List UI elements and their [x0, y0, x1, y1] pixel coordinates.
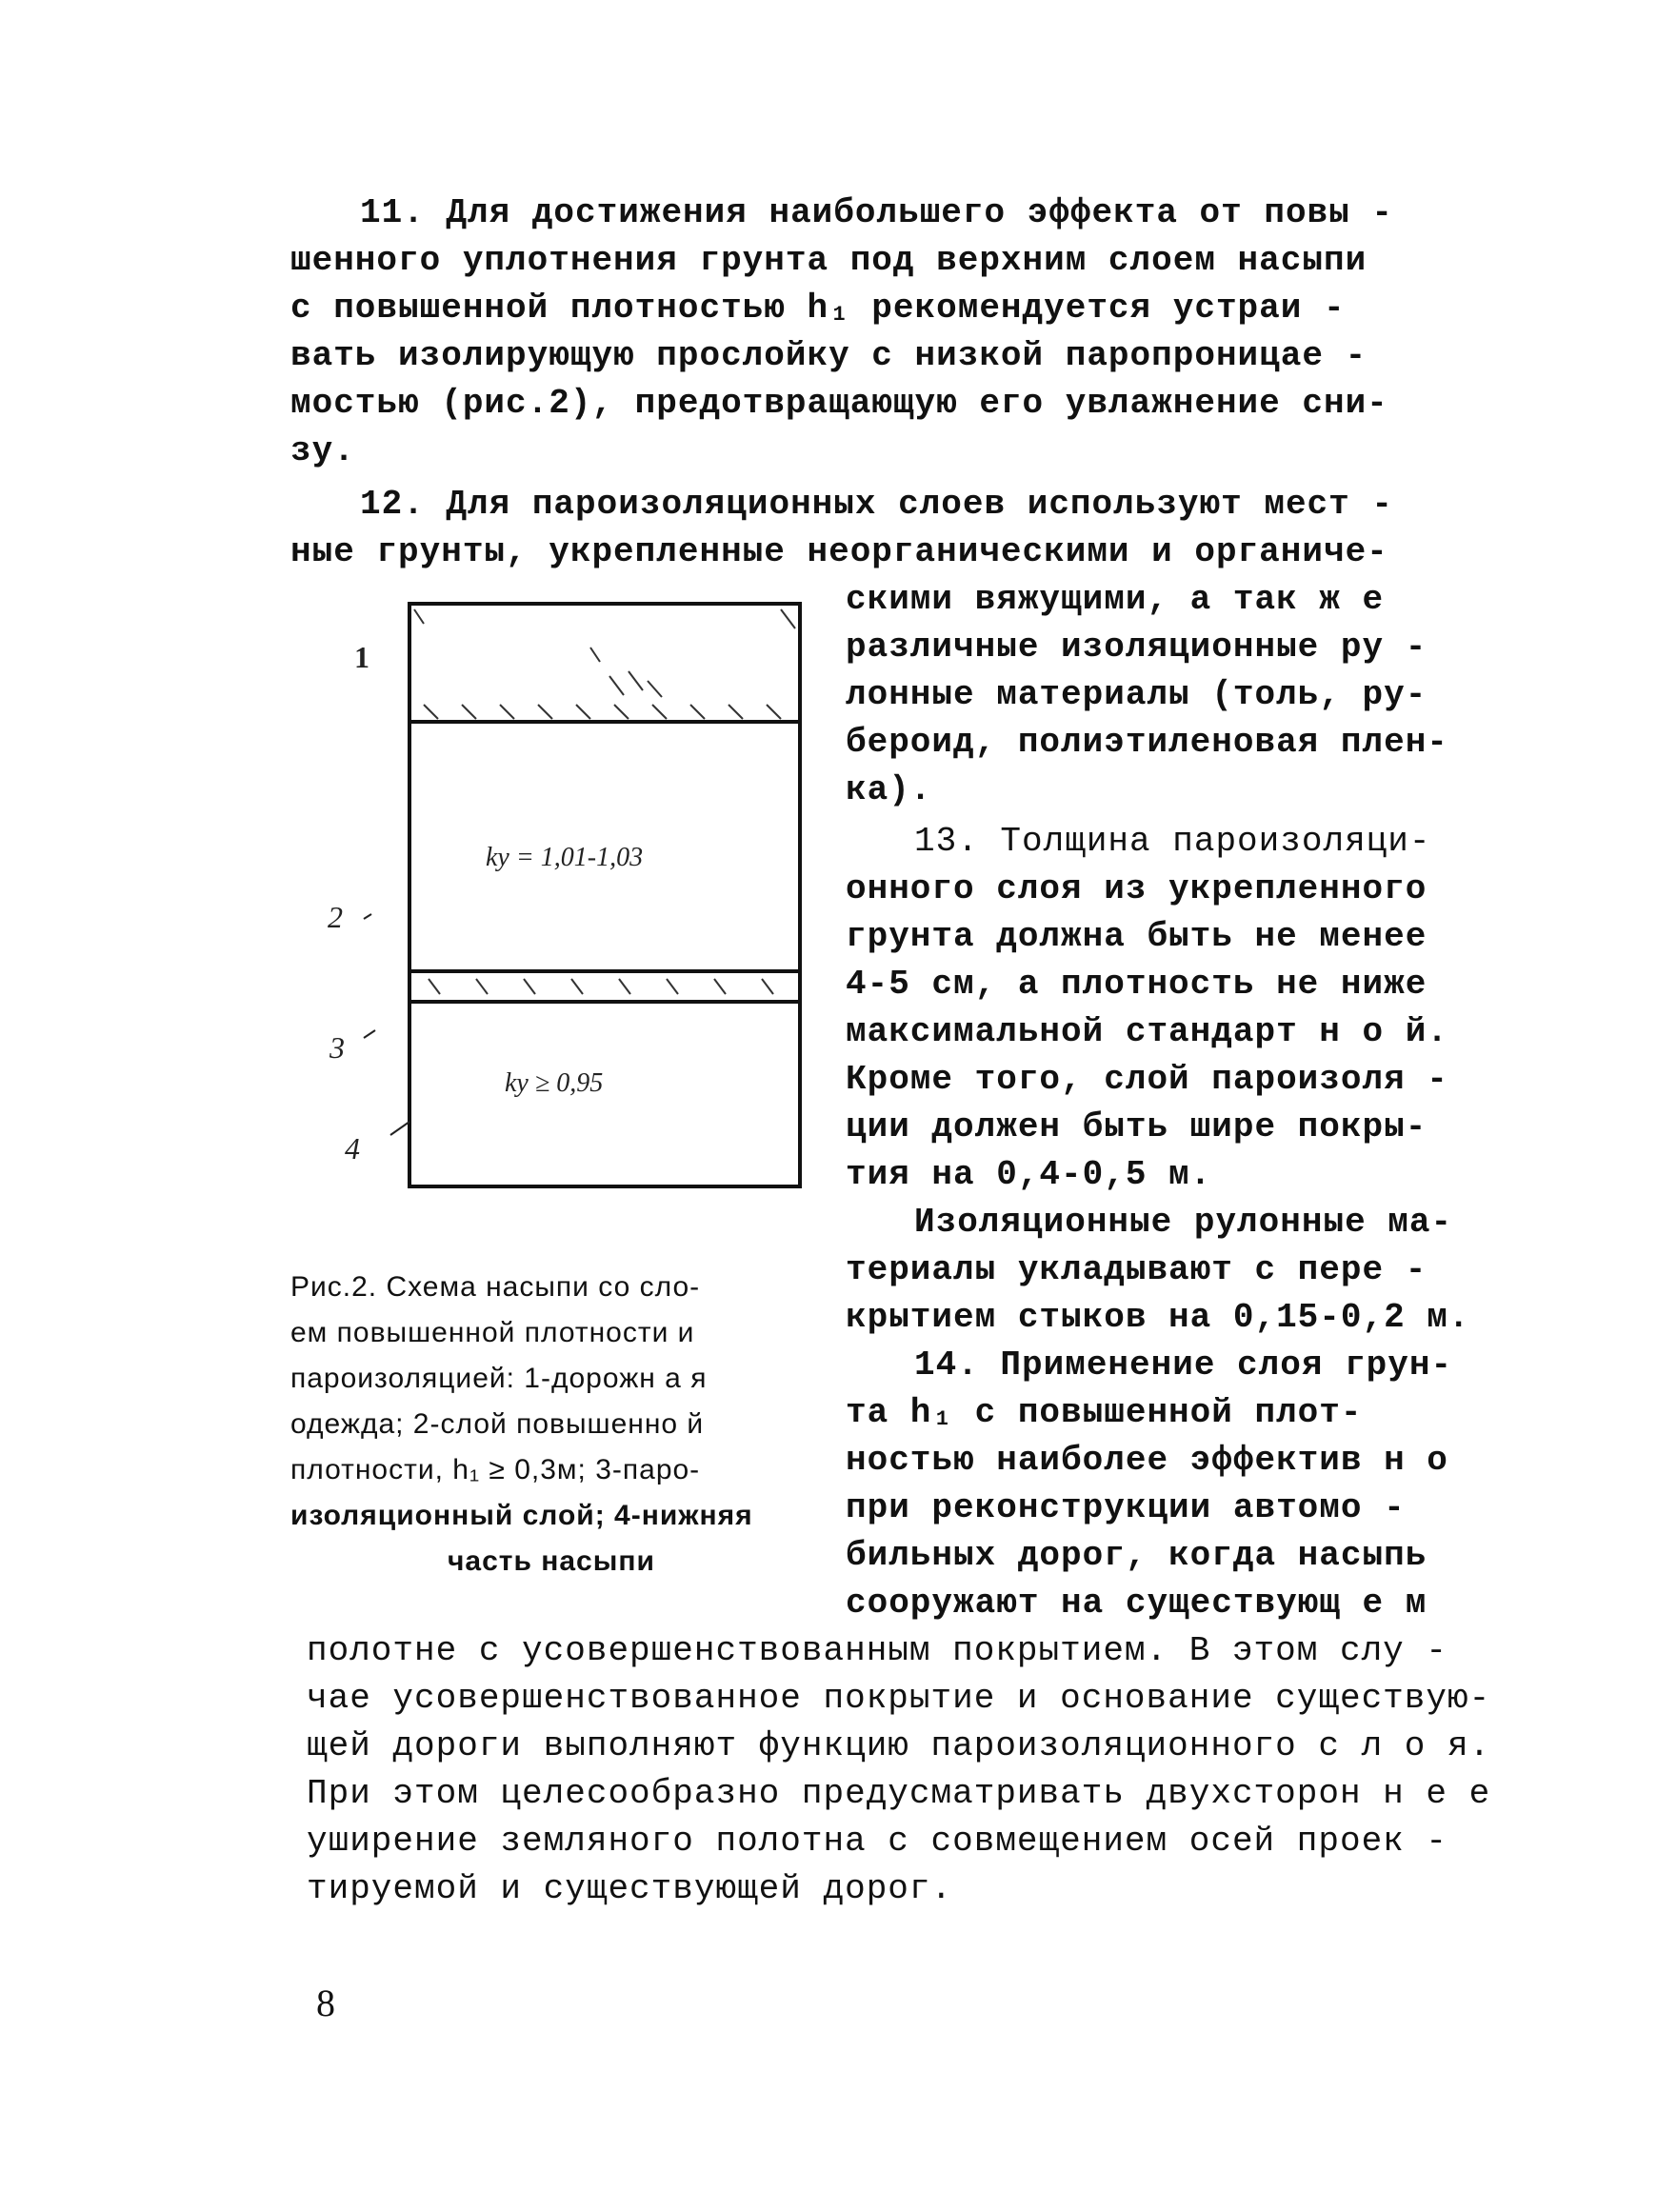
caption-line: часть насыпи [448, 1545, 655, 1577]
text-line: сооружают на существующ е м [846, 1584, 1427, 1623]
text-line: ностью наиболее эффектив н о [846, 1441, 1448, 1480]
text-line: 13. Толщина пароизоляци- [914, 822, 1431, 861]
text-line: тия на 0,4-0,5 м. [846, 1155, 1212, 1194]
text-line: чае усовершенствованное покрытие и основание существую- [307, 1679, 1491, 1718]
page-number: 8 [316, 1982, 335, 2024]
caption-line: изоляционный слой; 4-нижняя [290, 1500, 753, 1531]
upper-layer-coefficient: kу = 1,01-1,03 [486, 843, 644, 872]
text-line: уширение земляного полотна с совмещением осей проек - [307, 1822, 1447, 1861]
text-line: Кроме того, слой пароизоля - [846, 1060, 1448, 1099]
text-line: полотне с усовершенствованным покрытием. В этом слу - [307, 1631, 1447, 1670]
caption-line: одежда; 2-слой повышенно й [290, 1408, 705, 1440]
text-line: зу. [290, 431, 355, 470]
text-line: та h₁ с повышенной плот- [846, 1393, 1363, 1432]
text-line: териалы укладывают с пере - [846, 1250, 1427, 1289]
text-line: грунта должна быть не менее [846, 917, 1427, 956]
pavement-hatching [414, 609, 795, 719]
text-line: максимальной стандарт н о й. [846, 1012, 1448, 1051]
text-line: различные изоляционные ру - [846, 628, 1427, 667]
text-line: при реконструкции автомо - [846, 1488, 1406, 1527]
embankment-outline [409, 604, 800, 1186]
text-line: ции должен быть шире покры- [846, 1107, 1427, 1146]
text-line: шенного уплотнения грунта под верхним слоем насыпи [290, 241, 1368, 280]
barrier-hatching [429, 979, 773, 994]
text-line: 4-5 см, а плотность не ниже [846, 965, 1427, 1004]
caption-line: Рис.2. Схема насыпи со сло- [290, 1271, 701, 1303]
text-line: ка). [846, 770, 932, 809]
lower-layer-coefficient: kу ≥ 0,95 [505, 1068, 604, 1098]
figure-label-1: 1 [354, 640, 369, 674]
embankment-diagram [286, 590, 819, 1200]
text-line: 12. Для пароизоляционных слоев используют мест - [360, 485, 1393, 524]
text-line: При этом целесообразно предусматривать двухсторон н е е [307, 1774, 1491, 1813]
text-line: лонные материалы (толь, ру- [846, 675, 1427, 714]
text-line: с повышенной плотностью h₁ рекомендуется устраи - [290, 289, 1346, 328]
figure-label-3: 3 [329, 1030, 345, 1065]
text-line: 14. Применение слоя грун- [914, 1345, 1453, 1385]
caption-line: плотности, h₁ ≥ 0,3м; 3-паро- [290, 1454, 701, 1485]
text-line: бильных дорог, когда насыпь [846, 1536, 1427, 1575]
text-line: тируемой и существующей дорог. [307, 1869, 953, 1908]
text-line: 11. Для достижения наибольшего эффекта от повы - [360, 193, 1393, 232]
text-line: крытием стыков на 0,15-0,2 м. [846, 1298, 1470, 1337]
text-line: щей дороги выполняют функцию пароизоляционного с л о я. [307, 1726, 1491, 1765]
text-line: онного слоя из укрепленного [846, 869, 1427, 908]
label-leaders [364, 914, 409, 1135]
figure-label-4: 4 [345, 1131, 360, 1166]
caption-line: пароизоляцией: 1-дорожн а я [290, 1363, 708, 1394]
caption-line: ем повышенной плотности и [290, 1317, 695, 1348]
text-line: вать изолирующую прослойку с низкой паропроницае - [290, 336, 1368, 375]
text-line: мостью (рис.2), предотвращающую его увлажнение сни- [290, 384, 1388, 423]
text-line: ные грунты, укрепленные неорганическими и органиче- [290, 532, 1388, 571]
figure-label-2: 2 [328, 900, 343, 934]
text-line: скими вяжущими, а так ж е [846, 580, 1385, 619]
text-line: бероид, полиэтиленовая плен- [846, 723, 1448, 762]
text-line: Изоляционные рулонные ма- [914, 1203, 1453, 1242]
